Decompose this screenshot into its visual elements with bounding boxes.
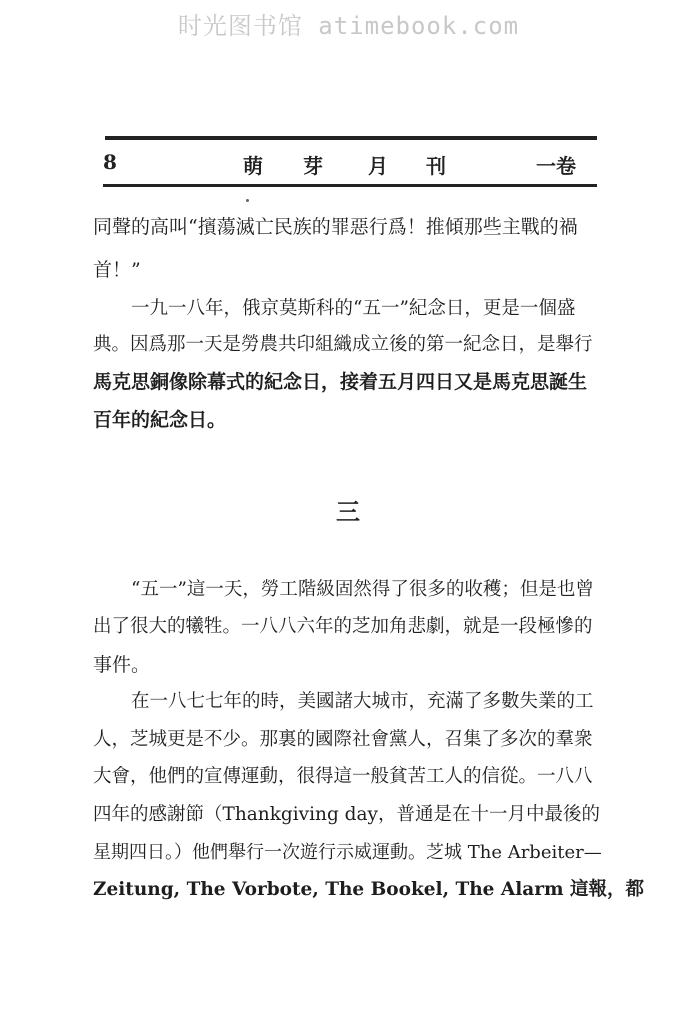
text-line: 星期四日。）他們舉行一次遊行示威運動。芝城 The Arbeiter— — [93, 842, 602, 863]
text-line: 一九一八年，俄京莫斯科的“五一”紀念日，更是一個盛 — [131, 298, 576, 319]
section-number: 三 — [336, 497, 360, 526]
watermark: 时光图书馆 atimebook.com — [177, 12, 520, 40]
text-line: 事件。 — [93, 654, 151, 676]
journal-title-char: 萌 — [243, 154, 263, 178]
text-line: 出了很大的犧牲。一八八六年的芝加角悲劇，就是一段極慘的 — [93, 616, 593, 637]
text-line: 四年的感謝節（Thankgiving day，普通是在十一月中最後的 — [93, 804, 600, 825]
text-line: 馬克思銅像除幕式的紀念日，接着五月四日又是馬克思誕生 — [93, 371, 588, 393]
text-line: 百年的紀念日。 — [93, 409, 227, 431]
text-line: Zeitung, The Vorbote, The Bookel, The Alarm 這報，都 — [93, 879, 645, 900]
journal-title-char: 刊 — [426, 154, 446, 178]
page-number: 8 — [103, 150, 117, 174]
volume-label: 一卷 — [536, 154, 576, 178]
text-line: 大會，他們的宣傳運動，很得這一般貧苦工人的信從。一八八 — [93, 766, 593, 787]
text-line: 在一八七七年的時，美國諸大城市，充滿了多數失業的工 — [131, 691, 594, 712]
text-line: 典。因爲那一天是勞農共印組織成立後的第一紀念日，是舉行 — [93, 334, 593, 355]
text-line: 人，芝城更是不少。那裏的國際社會黨人，召集了多次的羣衆 — [93, 729, 593, 750]
text-line: 首！” — [93, 259, 141, 281]
header-rule-top — [105, 136, 597, 140]
journal-title-char: 芽 — [303, 154, 323, 178]
text-line: 同聲的高叫“擯蕩滅亡民族的罪惡行爲！推傾那些主戰的禍 — [93, 216, 578, 238]
journal-title-char: 月 — [368, 154, 388, 178]
text-line: “五一”這一天，勞工階級固然得了很多的收穫；但是也曾 — [131, 579, 594, 600]
header-rule-bottom — [103, 184, 597, 187]
ink-speck — [246, 199, 249, 202]
